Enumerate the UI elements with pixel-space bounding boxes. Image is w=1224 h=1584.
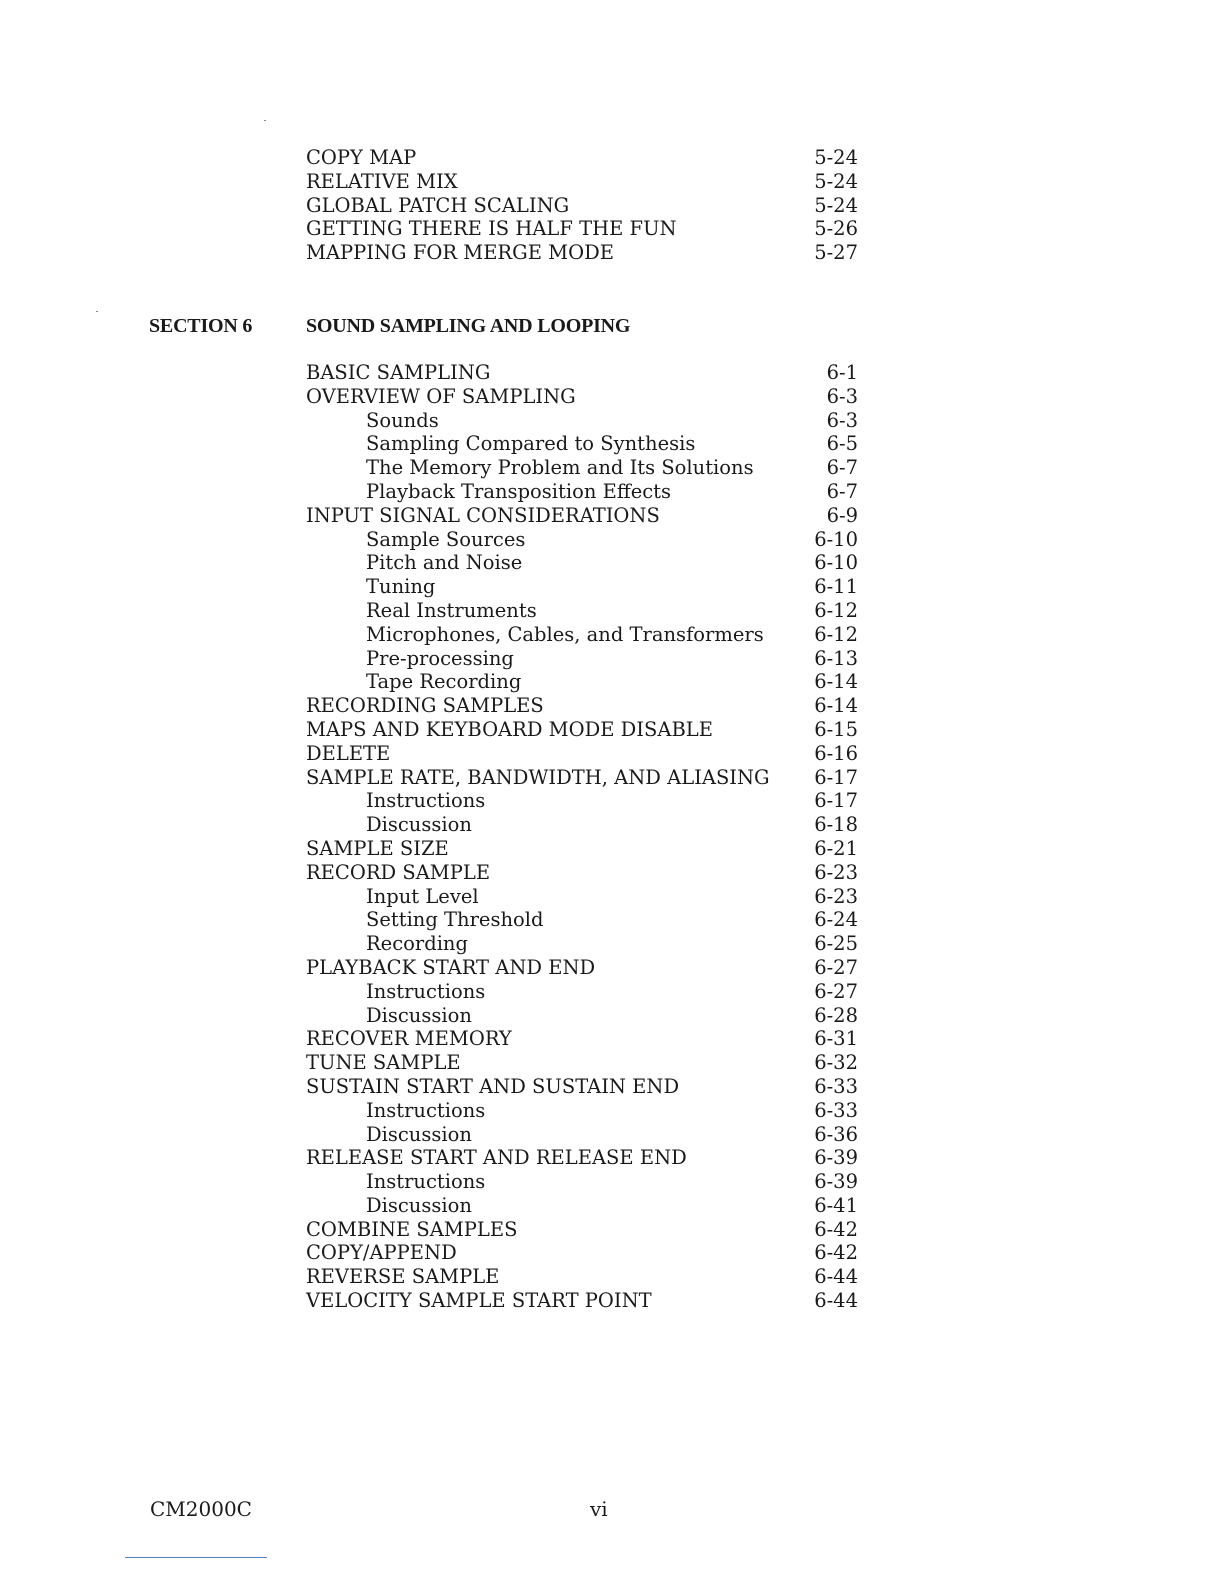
toc-entry bbox=[306, 1265, 858, 1289]
toc-entry bbox=[306, 432, 858, 456]
toc-entry bbox=[306, 1146, 858, 1170]
toc-entry bbox=[306, 980, 858, 1004]
toc-entry-title: Recording bbox=[366, 932, 468, 956]
toc-entry bbox=[306, 1194, 858, 1218]
toc-entry-title: Playback Transposition Effects bbox=[366, 479, 671, 503]
toc-entry-page: 6-44 bbox=[814, 1265, 858, 1289]
toc-entry-page: 6-17 bbox=[814, 765, 858, 789]
toc-entry-page: 6-9 bbox=[826, 503, 858, 527]
toc-entry-page: 6-13 bbox=[814, 646, 858, 670]
toc-entry bbox=[306, 623, 858, 647]
toc-entry-title: Instructions bbox=[366, 1098, 486, 1122]
toc-entry-title: GETTING THERE IS HALF THE FUN bbox=[306, 217, 677, 241]
toc-entry-title: MAPS AND KEYBOARD MODE DISABLE bbox=[306, 717, 713, 741]
toc-entry-page: 6-41 bbox=[814, 1193, 858, 1217]
toc-entry-title: Sounds bbox=[366, 408, 439, 432]
toc-entry-title: SAMPLE RATE, BANDWIDTH, AND ALIASING bbox=[306, 765, 770, 789]
toc-entry bbox=[306, 718, 858, 742]
toc-entry-title: Instructions bbox=[366, 1170, 486, 1194]
toc-entry-title: Sampling Compared to Synthesis bbox=[366, 432, 696, 456]
toc-entry-title: PLAYBACK START AND END bbox=[306, 955, 596, 979]
toc-entry bbox=[306, 956, 858, 980]
toc-entry bbox=[306, 932, 858, 956]
toc-entry bbox=[306, 1170, 858, 1194]
toc-list-section-6 bbox=[306, 361, 858, 1313]
toc-entry bbox=[306, 217, 858, 241]
toc-entry-page: 6-39 bbox=[814, 1146, 858, 1170]
toc-entry bbox=[306, 528, 858, 552]
toc-entry bbox=[306, 361, 858, 385]
toc-entry-page: 6-15 bbox=[814, 717, 858, 741]
toc-entry-title: Setting Threshold bbox=[366, 908, 544, 932]
toc-entry-title: RELATIVE MIX bbox=[306, 169, 458, 193]
toc-entry-page: 6-31 bbox=[814, 1027, 858, 1051]
toc-entry-page: 6-17 bbox=[814, 789, 858, 813]
toc-entry bbox=[306, 766, 858, 790]
toc-entry-title: INPUT SIGNAL CONSIDERATIONS bbox=[306, 503, 660, 527]
toc-entry-title: Pre-processing bbox=[366, 646, 514, 670]
toc-entry-page: 5-26 bbox=[814, 217, 858, 241]
toc-entry-page: 6-27 bbox=[814, 955, 858, 979]
toc-entry-title: BASIC SAMPLING bbox=[306, 361, 491, 384]
toc-entry-title: DELETE bbox=[306, 741, 391, 765]
toc-entry bbox=[306, 1004, 858, 1028]
toc-entry bbox=[306, 1123, 858, 1147]
toc-entry-title: RECORD SAMPLE bbox=[306, 860, 491, 884]
toc-entry-page: 6-23 bbox=[814, 860, 858, 884]
toc-entry-title: Sample Sources bbox=[366, 527, 526, 551]
toc-entry-title: The Memory Problem and Its Solutions bbox=[366, 456, 754, 480]
toc-entry-page: 5-24 bbox=[814, 146, 858, 169]
toc-entry-title: VELOCITY SAMPLE START POINT bbox=[306, 1289, 652, 1313]
toc-entry bbox=[306, 1051, 858, 1075]
toc-entry-page: 6-21 bbox=[814, 836, 858, 860]
toc-entry-page: 6-12 bbox=[814, 622, 858, 646]
toc-entry-page: 6-44 bbox=[814, 1289, 858, 1313]
toc-entry-title: Input Level bbox=[366, 884, 479, 908]
toc-entry-title: Instructions bbox=[366, 789, 486, 813]
toc-entry-page: 6-39 bbox=[814, 1170, 858, 1194]
toc-entry bbox=[306, 789, 858, 813]
toc-entry-page: 6-3 bbox=[826, 384, 858, 408]
toc-entry-page: 6-10 bbox=[814, 527, 858, 551]
toc-entry bbox=[306, 241, 858, 265]
toc-entry-title: SUSTAIN START AND SUSTAIN END bbox=[306, 1074, 680, 1098]
toc-entry-title: Tuning bbox=[366, 575, 436, 599]
toc-entry-page: 6-5 bbox=[826, 432, 858, 456]
toc-entry-page: 6-42 bbox=[814, 1217, 858, 1241]
toc-entry-page: 6-24 bbox=[814, 908, 858, 932]
toc-entry bbox=[306, 1027, 858, 1051]
scan-speck bbox=[96, 311, 98, 312]
toc-entry-title: MAPPING FOR MERGE MODE bbox=[306, 241, 614, 265]
toc-entry-title: Discussion bbox=[366, 813, 472, 837]
toc-entry bbox=[306, 1099, 858, 1123]
toc-list-section-5-tail bbox=[306, 146, 858, 265]
toc-entry bbox=[306, 1289, 858, 1313]
toc-entry bbox=[306, 1218, 858, 1242]
toc-entry-page: 6-14 bbox=[814, 694, 858, 718]
toc-entry-page: 6-10 bbox=[814, 551, 858, 575]
toc-entry-title: COMBINE SAMPLES bbox=[306, 1217, 518, 1241]
toc-entry-title: REVERSE SAMPLE bbox=[306, 1265, 500, 1289]
toc-entry bbox=[306, 480, 858, 504]
toc-entry bbox=[306, 599, 858, 623]
toc-entry-page: 6-27 bbox=[814, 979, 858, 1003]
toc-entry-title: RELEASE START AND RELEASE END bbox=[306, 1146, 687, 1170]
toc-entry bbox=[306, 647, 858, 671]
toc-entry-title: Real Instruments bbox=[366, 598, 537, 622]
toc-entry bbox=[306, 813, 858, 837]
toc-entry-title: Tape Recording bbox=[366, 670, 522, 694]
toc-entry-page: 6-12 bbox=[814, 598, 858, 622]
toc-entry-page: 5-24 bbox=[814, 193, 858, 217]
toc-entry bbox=[306, 409, 858, 433]
toc-entry-page: 6-14 bbox=[814, 670, 858, 694]
toc-entry-page: 6-1 bbox=[826, 361, 858, 384]
toc-entry bbox=[306, 742, 858, 766]
toc-entry-page: 6-23 bbox=[814, 884, 858, 908]
toc-entry bbox=[306, 551, 858, 575]
toc-entry-page: 5-27 bbox=[814, 241, 858, 265]
toc-entry bbox=[306, 1241, 858, 1265]
toc-entry-page: 6-16 bbox=[814, 741, 858, 765]
toc-entry-title: OVERVIEW OF SAMPLING bbox=[306, 384, 576, 408]
toc-entry-title: Discussion bbox=[366, 1003, 472, 1027]
toc-entry-page: 6-7 bbox=[826, 479, 858, 503]
toc-entry-page: 6-11 bbox=[814, 575, 858, 599]
footer-rule bbox=[125, 1557, 267, 1558]
toc-entry bbox=[306, 1075, 858, 1099]
toc-entry bbox=[306, 885, 858, 909]
toc-entry-page: 6-42 bbox=[814, 1241, 858, 1265]
toc-entry-page: 6-28 bbox=[814, 1003, 858, 1027]
section-title: SOUND SAMPLING AND LOOPING bbox=[306, 315, 631, 337]
toc-entry-title: RECORDING SAMPLES bbox=[306, 694, 544, 718]
footer-page-number: vi bbox=[590, 1497, 608, 1521]
toc-entry bbox=[306, 456, 858, 480]
toc-entry-page: 6-33 bbox=[814, 1074, 858, 1098]
toc-entry-title: Discussion bbox=[366, 1122, 472, 1146]
toc-entry bbox=[306, 575, 858, 599]
toc-entry-title: COPY/APPEND bbox=[306, 1241, 457, 1265]
toc-entry-page: 6-33 bbox=[814, 1098, 858, 1122]
toc-entry-title: Discussion bbox=[366, 1193, 472, 1217]
toc-entry bbox=[306, 504, 858, 528]
toc-entry bbox=[306, 861, 858, 885]
toc-entry bbox=[306, 837, 858, 861]
toc-entry-page: 6-25 bbox=[814, 932, 858, 956]
toc-entry-title: GLOBAL PATCH SCALING bbox=[306, 193, 570, 217]
toc-entry-page: 6-7 bbox=[826, 456, 858, 480]
toc-entry-title: COPY MAP bbox=[306, 146, 417, 169]
toc-entry bbox=[306, 908, 858, 932]
toc-entry bbox=[306, 170, 858, 194]
toc-entry bbox=[306, 385, 858, 409]
toc-entry-page: 6-18 bbox=[814, 813, 858, 837]
footer-doc-code: CM2000C bbox=[150, 1497, 252, 1521]
scan-speck bbox=[264, 120, 266, 121]
toc-entry-page: 6-32 bbox=[814, 1051, 858, 1075]
toc-entry-title: Pitch and Noise bbox=[366, 551, 523, 575]
toc-entry-title: TUNE SAMPLE bbox=[306, 1051, 461, 1075]
toc-entry bbox=[306, 194, 858, 218]
toc-entry-title: RECOVER MEMORY bbox=[306, 1027, 512, 1051]
toc-entry bbox=[306, 146, 858, 170]
toc-entry-title: Instructions bbox=[366, 979, 486, 1003]
section-number: SECTION 6 bbox=[149, 315, 253, 337]
toc-entry-title: SAMPLE SIZE bbox=[306, 836, 449, 860]
toc-entry-page: 5-24 bbox=[814, 169, 858, 193]
toc-entry bbox=[306, 694, 858, 718]
toc-entry-page: 6-3 bbox=[826, 408, 858, 432]
toc-entry bbox=[306, 670, 858, 694]
toc-entry-title: Microphones, Cables, and Transformers bbox=[366, 622, 764, 646]
toc-entry-page: 6-36 bbox=[814, 1122, 858, 1146]
